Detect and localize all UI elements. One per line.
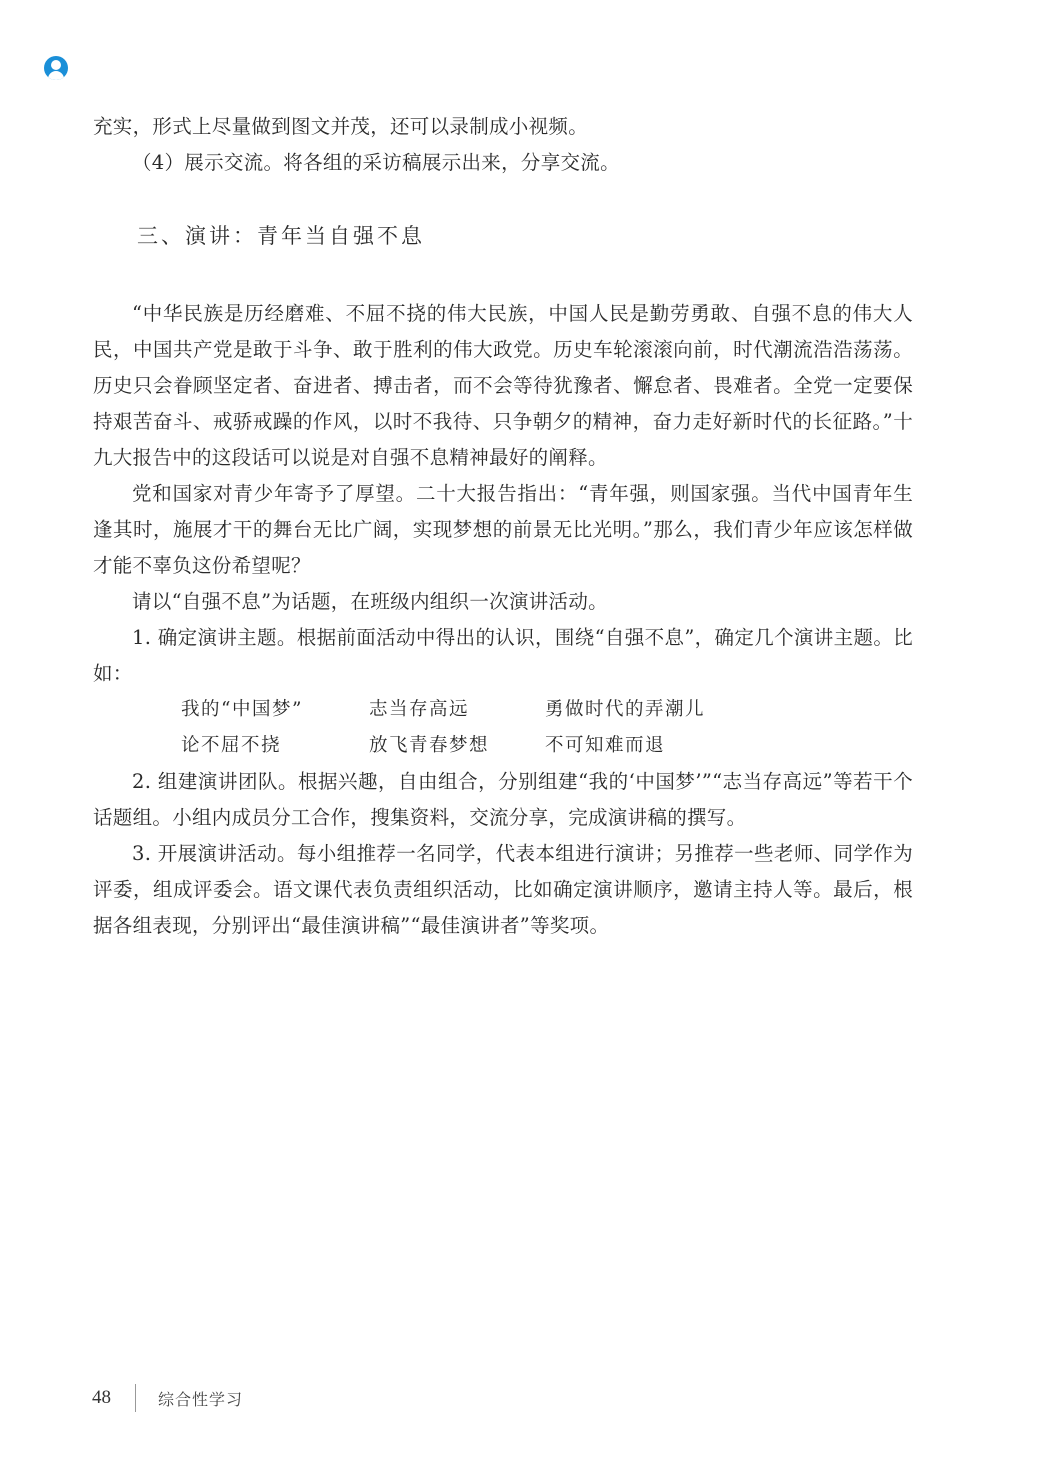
paragraph-step-4: （4）展示交流。将各组的采访稿展示出来，分享交流。 <box>132 151 620 174</box>
paragraph-continued: 充实，形式上尽量做到图文并茂，还可以录制成小视频。 <box>93 115 589 138</box>
footer-title: 综合性学习 <box>158 1389 244 1409</box>
example-topic: 不可知难而退 <box>545 735 666 756</box>
paragraph-expectation: 党和国家对青少年寄予了厚望。二十大报告指出：“青年强，则国家强。当代中国青年生逢其时，施展才干的舞台无比广阔，实现梦想的前景无比光明。”那么，我们青少年应该怎样做才能不辜负这份希望呢？ <box>93 482 913 577</box>
example-row <box>181 692 913 728</box>
page-number: 48 <box>92 1387 111 1408</box>
paragraph-step-1: 1. 确定演讲主题。根据前面活动中得出的认识，围绕“自强不息”，确定几个演讲主题。比如： <box>93 626 913 685</box>
example-topic: 勇做时代的弄潮儿 <box>545 699 706 720</box>
page-content <box>93 109 913 944</box>
example-topic: 论不屈不挠 <box>181 735 282 756</box>
paragraph-quote: “中华民族是历经磨难、不屈不挠的伟大民族，中国人民是勤劳勇敢、自强不息的伟大人民，中国共产党是敢于斗争、敢于胜利的伟大政党。历史车轮滚滚向前，时代潮流浩浩荡荡。历史只会眷顾坚定者、奋进者、搏击者，而不会等待犹豫者、懈怠者、畏难者。全党一定要保持艰苦奋斗、戒骄戒躁的作风，以时不我待、只争朝夕的精神，奋力走好新时代的长征路。”十九大报告中的这段话可以说是对自强不息精神最好的阐释。 <box>93 302 913 469</box>
example-topic: 放飞青春梦想 <box>369 735 490 756</box>
example-topics <box>181 692 913 764</box>
example-row <box>181 728 913 764</box>
example-topic: 我的“中国梦” <box>181 699 303 720</box>
paragraph-step-2: 2. 组建演讲团队。根据兴趣，自由组合，分别组建“我的‘中国梦’”“志当存高远”等若干个话题组。小组内成员分工合作，搜集资料，交流分享，完成演讲稿的撰写。 <box>93 770 913 829</box>
paragraph-instruction: 请以“自强不息”为话题，在班级内组织一次演讲活动。 <box>132 590 608 613</box>
section-heading: 三、演讲：青年当自强不息 <box>137 224 425 248</box>
page-footer <box>92 1383 243 1413</box>
footer-divider <box>135 1384 136 1412</box>
paragraph-step-3: 3. 开展演讲活动。每小组推荐一名同学，代表本组进行演讲；另推荐一些老师、同学作为评委，组成评委会。语文课代表负责组织活动，比如确定演讲顺序，邀请主持人等。最后，根据各组表现，分别评出“最佳演讲稿”“最佳演讲者”等奖项。 <box>93 842 913 937</box>
user-circle-icon <box>44 56 68 80</box>
example-topic: 志当存高远 <box>369 699 470 720</box>
